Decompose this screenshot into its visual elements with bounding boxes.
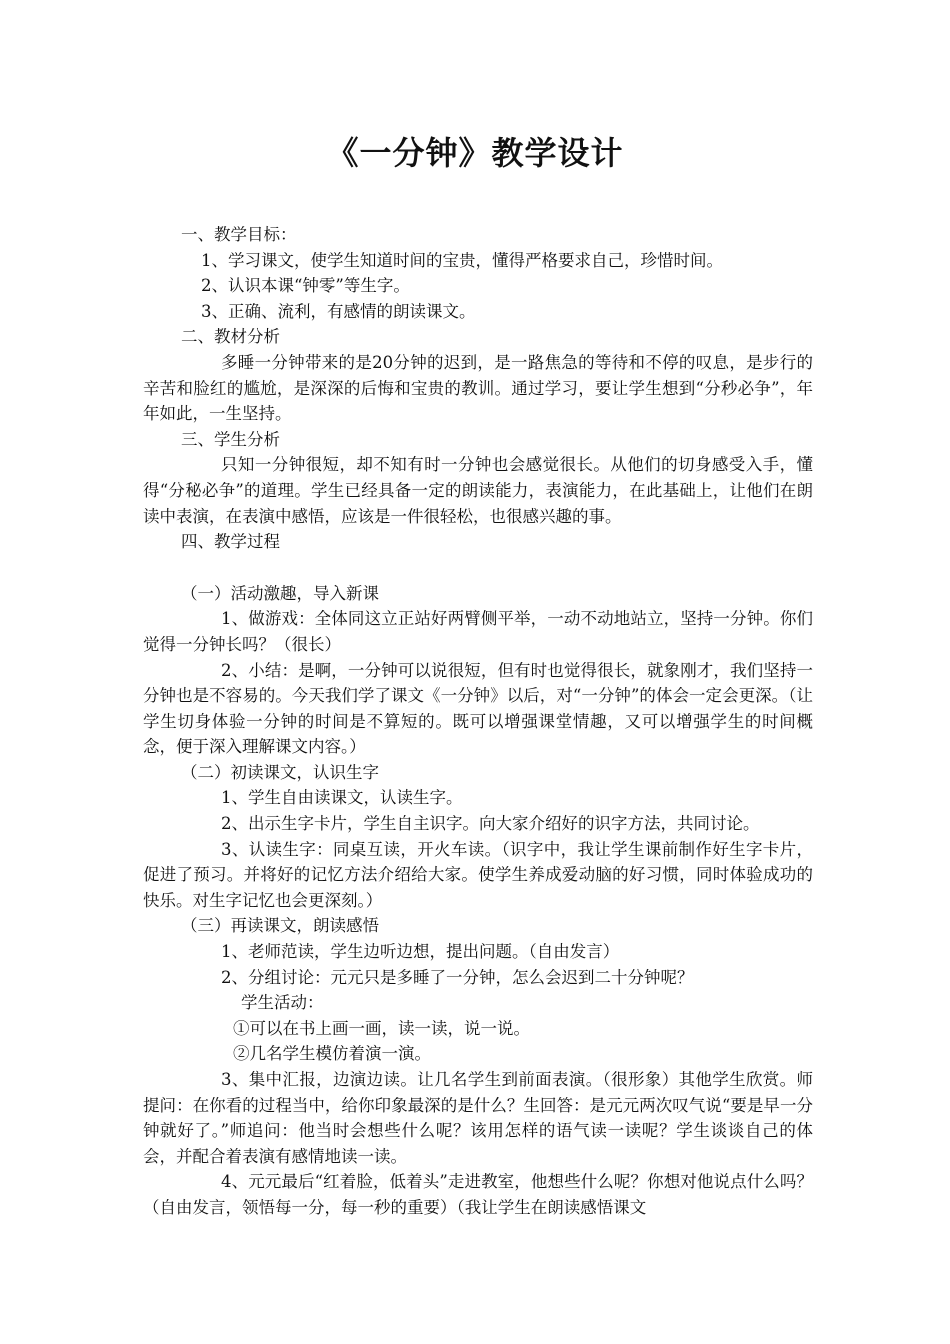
paragraph: 多睡一分钟带来的是20分钟的迟到，是一路焦急的等待和不停的叹息，是步行的辛苦和脸红的尴尬，是深深的后悔和宝贵的教训。通过学习，要让学生想到“分秒必争”，年年如此，一生坚持。 (143, 352, 813, 424)
subsection-heading: （三）再读课文，朗读感悟 (181, 916, 379, 936)
paragraph: 4、元元最后“红着脸，低着头”走进教室，他想些什么呢？你想对他说点什么吗？（自由发言，领悟每一分，每一秒的重要）（我让学生在朗读感悟课文 (143, 1172, 813, 1217)
goal-item: 1、学习课文，使学生知道时间的宝贵，懂得严格要求自己，珍惜时间。 (201, 250, 723, 270)
step-item: 1、学生自由读课文，认读生字。 (221, 788, 463, 808)
step-item: 2、分组讨论：元元只是多睡了一分钟，怎么会迟到二十分钟呢？ (221, 967, 694, 987)
paragraph: 只知一分钟很短，却不知有时一分钟也会感觉很长。从他们的切身感受入手，懂得“分秘必争”的道理。学生已经具备一定的朗读能力，表演能力，在此基础上，让他们在朗读中表演，在表演中感悟，应该是一件很轻松，也很感兴趣的事。 (143, 455, 813, 526)
activity-item: ②几名学生模仿着演一演。 (233, 1044, 431, 1064)
section-heading-students: 三、学生分析 (181, 429, 280, 449)
paragraph: 3、认读生字：同桌互读，开火车读。（识字中，我让学生课前制作好生字卡片，促进了预习。并将好的记忆方法介绍给大家。使学生养成爱动脑的好习惯，同时体验成功的快乐。对生字记忆也会更深刻。） (143, 839, 813, 910)
step-item: 1、老师范读，学生边听边想，提出问题。（自由发言） (221, 942, 620, 962)
activity-item: ①可以在书上画一画，读一读，说一说。 (233, 1018, 530, 1038)
section-heading-material: 二、教材分析 (181, 327, 280, 347)
section-heading-goals: 一、教学目标： (181, 225, 297, 244)
step-item: 2、出示生字卡片，学生自主识字。向大家介绍好的识字方法，共同讨论。 (221, 814, 760, 834)
spacer (143, 555, 813, 581)
paragraph: 3、集中汇报，边演边读。让几名学生到前面表演。（很形象）其他学生欣赏。师提问：在你看的过程当中，给你印象最深的是什么？生回答：是元元两次叹气说“要是早一分钟就好了。”师追问：他当时会想些什么呢？该用怎样的语气读一读呢？学生谈谈自己的体会，并配合着表演有感情地读一读。 (143, 1070, 813, 1166)
section-heading-process: 四、教学过程 (181, 532, 280, 552)
paragraph: 1、做游戏：全体同这立正站好两臂侧平举，一动不动地站立，坚持一分钟。你们觉得一分钟长吗？（很长） (143, 609, 813, 654)
activity-label: 学生活动： (241, 993, 324, 1013)
goal-item: 2、认识本课“钟零”等生字。 (201, 276, 410, 296)
goal-item: 3、正确、流利，有感情的朗读课文。 (201, 301, 476, 321)
subsection-heading: （二）初读课文，认识生字 (181, 762, 379, 782)
subsection-heading: （一）活动激趣，导入新课 (181, 583, 379, 603)
paragraph: 2、小结：是啊，一分钟可以说很短，但有时也觉得很长，就象刚才，我们坚持一分钟也是不容易的。今天我们学了课文《一分钟》以后，对“一分钟”的体会一定会更深。（让学生切身体验一分钟的时间是不算短的。既可以增强课堂情趣，又可以增强学生的时间概念，便于深入理解课文内容。） (143, 660, 813, 757)
document-body (143, 222, 813, 1221)
document-title: 《一分钟》教学设计 (326, 134, 624, 172)
